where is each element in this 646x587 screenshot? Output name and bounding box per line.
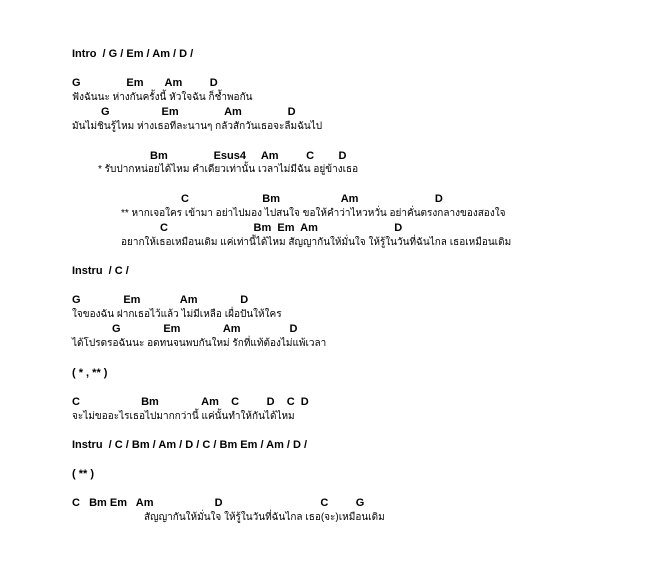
instru-line-1: Instru / C /: [72, 265, 129, 277]
verse2-chords-1: G Em Am D: [72, 294, 249, 306]
instru-line-2: Instru / C / Bm / Am / D / C / Bm Em / Am / D /: [72, 439, 308, 451]
bridge-chords: C Bm Am C D C D: [72, 396, 309, 408]
chorus-lyric-1: ** หากเจอใคร เข้ามา อย่าไปมอง ไปสนใจ ขอให้คำว่าไหวหวั่น อย่าคั่นตรงกลางของสองใจ: [121, 208, 506, 219]
verse2-lyric-2: ได้โปรดรอฉันนะ อดทนจนพบกันใหม่ รักที่แท้ต้องไม่แพ้เวลา: [72, 338, 327, 349]
chorus-chords-2: C Bm Em Am D: [160, 222, 403, 234]
verse2-chords-2: G Em Am D: [112, 323, 298, 335]
prechorus-chords: Bm Esus4 Am C D: [150, 150, 347, 162]
outro-lyric: สัญญากันให้มั่นใจ ให้รู้ในวันที่ฉันไกล เธอ(จะ)เหมือนเดิม: [144, 512, 385, 523]
verse2-lyric-1: ใจของฉัน ฝากเธอไว้แล้ว ไม่มีเหลือ เผื่อปันให้ใคร: [72, 309, 282, 320]
bridge-lyric: จะไม่ขออะไรเธอไปมากกว่านี้ แค่นั้นทำให้กันได้ไหม: [72, 411, 295, 422]
repeat-marker-2: ( ** ): [72, 468, 94, 480]
prechorus-lyric: * รับปากหน่อยได้ไหม คำเดียวเท่านั้น เวลาไม่มีฉัน อยู่ข้างเธอ: [98, 164, 359, 175]
verse1-chords-2: G Em Am D: [101, 106, 296, 118]
chorus-lyric-2: อยากให้เธอเหมือนเดิม แค่เท่านี้ได้ไหม สัญญากันให้มั่นใจ ให้รู้ในวันที่ฉันไกล เธอเหมือนเดิม: [121, 237, 512, 248]
verse1-lyric-1: ฟังฉันนะ ห่างกันครั้งนี้ หัวใจฉัน ก็ช้ำพอกัน: [72, 92, 253, 103]
outro-chords: C Bm Em Am D C G: [72, 497, 365, 509]
repeat-marker-1: ( * , ** ): [72, 367, 108, 379]
verse1-chords-1: G Em Am D: [72, 77, 218, 89]
chorus-chords-1: C Bm Am D: [181, 193, 443, 205]
verse1-lyric-2: มันไม่ชินรู้ไหม ห่างเธอทีละนานๆ กลัวสักวันเธอจะลืมฉันไป: [72, 121, 323, 132]
intro-line: Intro / G / Em / Am / D /: [72, 48, 194, 60]
